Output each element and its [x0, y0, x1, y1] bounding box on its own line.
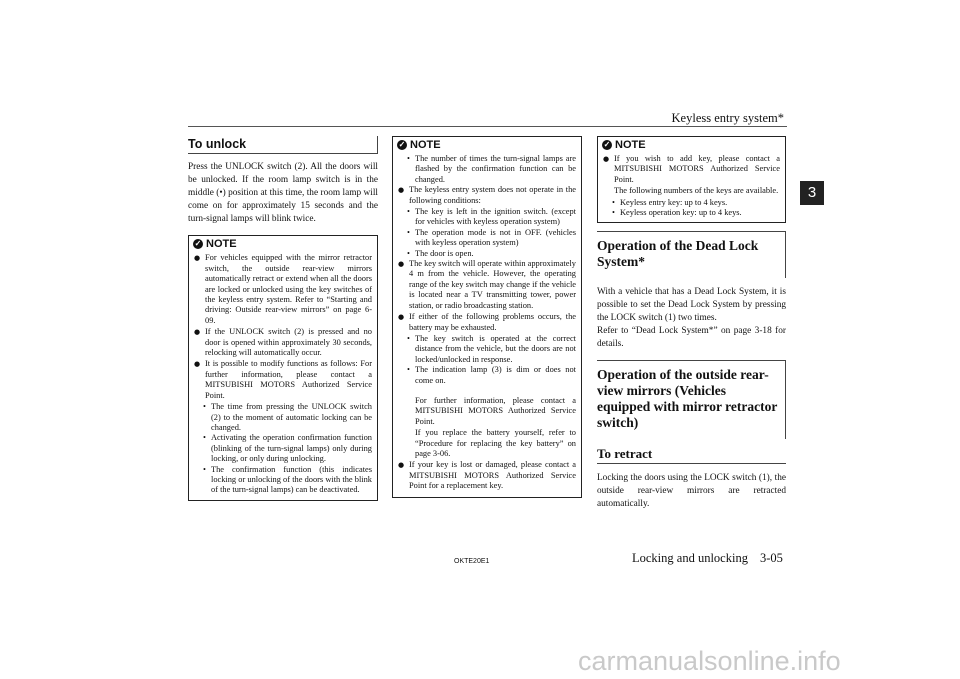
- dead-lock-reference: Refer to “Dead Lock System*” on page 3-18 for details.: [597, 326, 786, 350]
- bullet-icon: ●: [398, 313, 405, 322]
- note-bullet: [598, 154, 785, 185]
- note-text: Keyless operation key: up to 4 keys.: [620, 208, 742, 218]
- note-sub-bullet: [393, 207, 581, 228]
- dot-icon: •: [407, 227, 410, 237]
- dot-icon: •: [407, 333, 410, 343]
- dot-icon: •: [407, 154, 410, 163]
- bullet-icon: ●: [194, 328, 201, 337]
- note-bullet: [393, 259, 581, 311]
- note-text: The number of times the turn-signal lamps are flashed by the confirmation function can be changed.: [415, 154, 576, 184]
- page-number: 3-05: [760, 551, 783, 565]
- note-sub-bullet: [393, 365, 581, 386]
- note-paragraph: For further information, please contact a MITSUBISHI MOTORS Authorized Service Point.: [415, 395, 576, 426]
- bullet-icon: ●: [398, 461, 405, 470]
- note-text: It is possible to modify functions as follows: For further information, please contact a MITSUBISHI MOTORS Authorized Service Point.: [205, 359, 372, 400]
- dead-lock-paragraph: With a vehicle that has a Dead Lock System, it is possible to set the Dead Lock System by pressing the LOCK switch (1) two times.: [597, 287, 786, 324]
- note-check-icon: ✓: [194, 239, 202, 249]
- note-header: [393, 137, 581, 152]
- dot-icon: •: [612, 208, 615, 218]
- bullet-icon: ●: [398, 260, 405, 269]
- bullet-icon: ●: [194, 360, 201, 369]
- note-paragraph: The following numbers of the keys are available.: [614, 186, 779, 196]
- note-text: The keyless entry system does not operate in the following conditions:: [409, 185, 576, 205]
- note-sub-bullet: [189, 402, 377, 433]
- note-text: The operation mode is not in OFF. (vehicles with keyless operation system): [415, 227, 576, 248]
- document-code: OKTE20E1: [454, 558, 490, 565]
- note-text: Activating the operation confirmation function (blinking of the turn-signal lamps) only during locking, or only during unlocking.: [211, 433, 372, 464]
- note-bullet: [393, 185, 581, 206]
- note-text: For vehicles equipped with the mirror retractor switch, the outside rear-view mirrors automatically retract or extend when all the doors are locked or unlocked using the key switches of the keyless entry system. Refer to “Starting and driving: Outside rear-view mirrors” on page 6-09.: [205, 253, 372, 325]
- column-left: [188, 136, 378, 509]
- note-bullet: [189, 253, 377, 326]
- note-text: The confirmation function (this indicates locking or unlocking of the doors with the blink of the turn-signal lamps) can be deactivated.: [211, 464, 372, 495]
- note-text: The indication lamp (3) is dim or does not come on.: [415, 365, 576, 385]
- note-label: NOTE: [206, 238, 237, 251]
- dot-icon: •: [407, 365, 410, 375]
- section-heading-to-unlock: To unlock: [188, 136, 378, 154]
- note-check-icon: ✓: [603, 140, 611, 149]
- note-text: The time from pressing the UNLOCK switch (2) to the moment of automatic locking can be changed.: [211, 402, 372, 432]
- note-sub-bullet: [598, 198, 785, 208]
- bullet-icon: ●: [194, 254, 201, 263]
- column-right: [597, 136, 786, 520]
- note-text: If your key is lost or damaged, please contact a MITSUBISHI MOTORS Authorized Service Point for a replacement key.: [409, 460, 576, 491]
- note-bullet: [189, 359, 377, 401]
- note-paragraph: If you replace the battery yourself, refer to “Procedure for replacing the key battery” on page 3-06.: [415, 428, 576, 458]
- note-text: The key switch will operate within approximately 4 m from the vehicle. However, the operating range of the key switch may change if the vehicle is located near a TV transmitting tower, power station, or radio broadcasting station.: [409, 259, 576, 310]
- retract-paragraph: Locking the doors using the LOCK switch (1), the outside rear-view mirrors are retracted automatically.: [597, 472, 786, 509]
- note-header: [598, 137, 785, 152]
- note-label: NOTE: [615, 138, 646, 151]
- note-text: If the UNLOCK switch (2) is pressed and no door is opened within approximately 30 seconds, relocking will automatically occur.: [205, 327, 372, 358]
- note-check-icon: ✓: [398, 140, 406, 149]
- note-text: If either of the following problems occurs, the battery may be exhausted.: [409, 312, 576, 332]
- note-label: NOTE: [410, 138, 441, 151]
- note-bullet: [393, 460, 581, 491]
- header-rule: [188, 126, 787, 127]
- running-header: Keyless entry system*: [671, 111, 784, 125]
- note-box: [597, 136, 786, 223]
- unlock-paragraph: Press the UNLOCK switch (2). All the doors will be unlocked. If the room lamp switch is in the middle (•) position at this time, the room lamp will come on for approximately 15 seconds and the turn-signal lamps will blink twice.: [188, 162, 378, 225]
- note-bullet: [189, 327, 377, 358]
- dot-icon: •: [203, 402, 206, 412]
- section-heading-dead-lock: Operation of the Dead Lock System*: [597, 231, 786, 278]
- dot-icon: •: [203, 433, 206, 443]
- dot-icon: •: [407, 248, 410, 258]
- note-sub-bullet: [189, 433, 377, 464]
- note-box: [392, 136, 582, 498]
- note-text: The key switch is operated at the correct distance from the vehicle, but the doors are not locked/unlocked in response.: [415, 333, 576, 364]
- chapter-tab: 3: [800, 181, 824, 205]
- note-text: The door is open.: [415, 248, 474, 258]
- subheading-to-retract: To retract: [597, 447, 786, 463]
- note-bullet: [393, 312, 581, 333]
- footer-section-title: Locking and unlocking: [632, 551, 748, 565]
- section-heading-mirrors: Operation of the outside rear-view mirrors (Vehicles equipped with mirror retractor switch): [597, 360, 786, 439]
- note-sub-bullet: [189, 465, 377, 496]
- note-sub-bullet: [393, 228, 581, 249]
- note-box: [188, 235, 378, 500]
- note-sub-bullet: [393, 154, 581, 185]
- note-text: If you wish to add key, please contact a MITSUBISHI MOTORS Authorized Service Point.: [614, 154, 780, 184]
- note-sub-bullet: [393, 334, 581, 365]
- watermark: carmanualsonline.info: [578, 646, 841, 676]
- note-sub-bullet: [598, 208, 785, 218]
- dot-icon: •: [612, 197, 615, 207]
- dot-icon: •: [407, 207, 410, 217]
- dot-icon: •: [203, 464, 206, 474]
- bullet-icon: ●: [603, 155, 610, 163]
- note-text: The key is left in the ignition switch. (except for vehicles with keyless operation system): [415, 207, 576, 227]
- note-sub-bullet: [393, 249, 581, 259]
- column-middle: [392, 136, 582, 506]
- note-header: [189, 236, 377, 251]
- note-text: Keyless entry key: up to 4 keys.: [620, 197, 728, 207]
- bullet-icon: ●: [398, 186, 405, 195]
